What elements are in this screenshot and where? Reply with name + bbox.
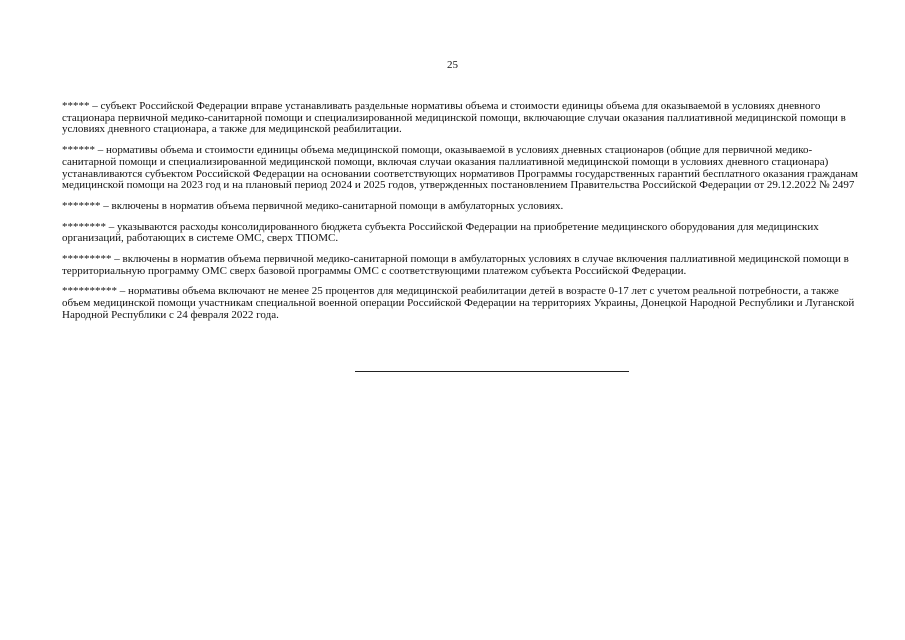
page-number: 25 xyxy=(447,59,458,71)
footnote-marker: ********** xyxy=(62,285,117,298)
footnote-marker: ********* xyxy=(62,253,112,266)
footnote-text: – включены в норматив объема первичной медико-санитарной помощи в амбулаторных условиях. xyxy=(100,199,564,212)
footnote-text: – субъект Российской Федерации вправе устанавливать раздельные нормативы объема и стоимости единицы объема для оказываемой в условиях дневного стационара первичной медико-санитарной помощи и специализированной медицинской помощи, включающие случаи оказания паллиативной медицинской помощи в условиях дневного стационара, а также для медицинской реабилитации. xyxy=(62,100,846,136)
footnote-1 xyxy=(62,101,862,136)
footnote-3 xyxy=(62,201,862,213)
footnote-2 xyxy=(62,145,862,192)
footnote-6 xyxy=(62,286,862,321)
footnote-5 xyxy=(62,254,862,277)
footnote-marker: ***** xyxy=(62,100,90,112)
footnote-marker: ******* xyxy=(62,199,101,212)
footnote-text: – включены в норматив объема первичной медико-санитарной помощи в амбулаторных условиях в случае включения паллиативной медицинской помощи в территориальную программу ОМС сверх базовой программы ОМС с соответствующими платежом субъекта Российской Федерации. xyxy=(62,253,849,277)
footnote-marker: ****** xyxy=(62,144,95,157)
footnote-marker: ******** xyxy=(62,220,106,233)
footnote-4 xyxy=(62,222,862,245)
footnote-text: – указываются расходы консолидированного бюджета субъекта Российской Федерации на приобретение медицинского оборудования для медицинских организаций, работающих в системе ОМС, сверх ТПОМС. xyxy=(62,220,819,245)
footnote-text: – нормативы объема и стоимости единицы объема медицинской помощи, оказываемой в условиях дневных стационаров (общие для первичной медико-санитарной помощи и специализированной медицинской помощи, включая случаи оказания паллиативной медицинской помощи в условиях дневного стационара) устанавливаются субъектом Российской Федерации на основании соответствующих нормативов Программы государственных гарантий бесплатного оказания гражданам медицинской помощи на 2023 год и на плановый период 2024 и 2025 годов, утвержденных постановлением Правительства Российской Федерации от 29.12.2022 № 2497 xyxy=(62,144,859,192)
end-of-section-rule xyxy=(355,371,629,372)
footnotes-section xyxy=(62,101,862,331)
footnote-text: – нормативы объема включают не менее 25 процентов для медицинской реабилитации детей в возрасте 0-17 лет с учетом реальной потребности, а также объем медицинской помощи участникам специальной военной операции Российской Федерации на территориях Украины, Донецкой Народной Республики и Луганской Народной Республики с 24 февраля 2022 года. xyxy=(62,285,855,321)
